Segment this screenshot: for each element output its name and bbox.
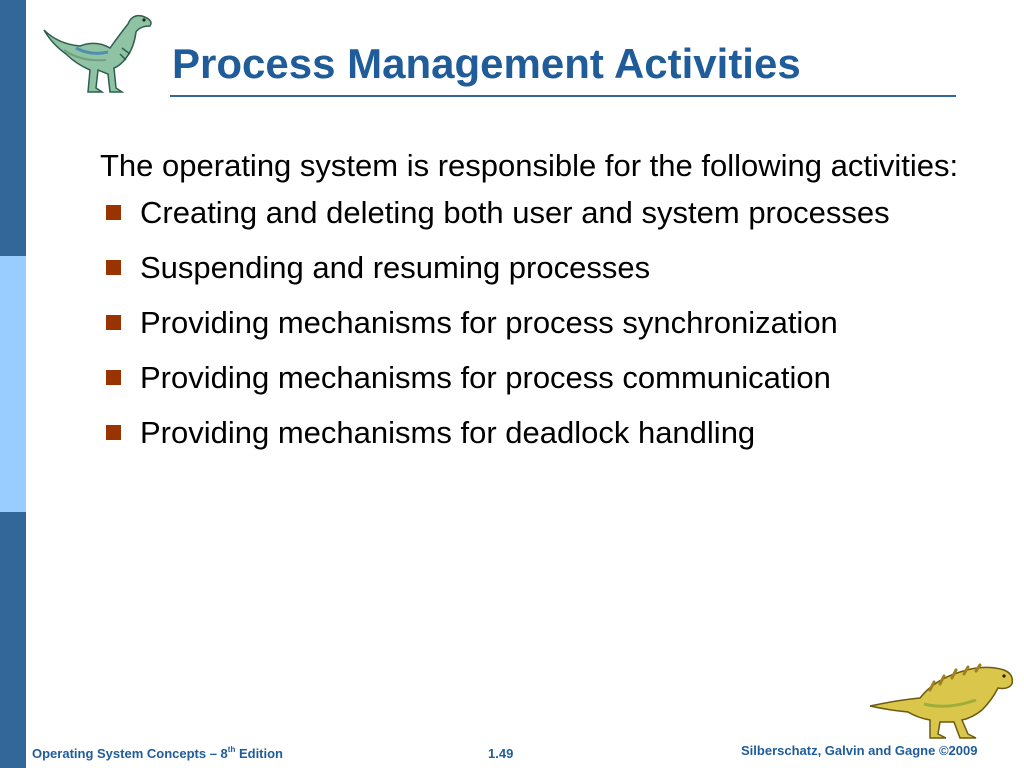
square-bullet-icon <box>106 425 121 440</box>
bullet-text: Providing mechanisms for deadlock handling <box>140 415 756 450</box>
intro-text: The operating system is responsible for the following activities: <box>100 148 959 183</box>
list-item <box>100 247 990 289</box>
sidebar-highlight <box>0 256 26 512</box>
dinosaur-bottom-icon <box>868 660 1016 742</box>
slide-body <box>100 145 990 467</box>
footer-book-prefix: Operating System Concepts – 8 <box>32 746 228 761</box>
footer-copyright: Silberschatz, Galvin and Gagne ©2009 <box>741 743 978 758</box>
bullet-text: Suspending and resuming processes <box>140 250 651 285</box>
list-item <box>100 192 990 234</box>
dinosaur-top-icon <box>36 4 160 98</box>
square-bullet-icon <box>106 315 121 330</box>
list-item <box>100 302 990 344</box>
square-bullet-icon <box>106 205 121 220</box>
list-item <box>100 412 990 454</box>
bullet-text: Creating and deleting both user and system processes <box>140 195 890 230</box>
square-bullet-icon <box>106 370 121 385</box>
footer-book-suffix: Edition <box>235 746 284 761</box>
bullet-text: Providing mechanisms for process synchronization <box>140 305 838 340</box>
slide-title: Process Management Activities <box>172 40 801 87</box>
footer-book-superscript: th <box>227 745 236 754</box>
footer-page-number: 1.49 <box>488 746 514 761</box>
footer-book-title <box>32 746 283 761</box>
bullet-text: Providing mechanisms for process communication <box>140 360 831 395</box>
title-underline <box>170 95 956 97</box>
list-item <box>100 357 990 399</box>
square-bullet-icon <box>106 260 121 275</box>
bullet-list <box>100 192 990 454</box>
